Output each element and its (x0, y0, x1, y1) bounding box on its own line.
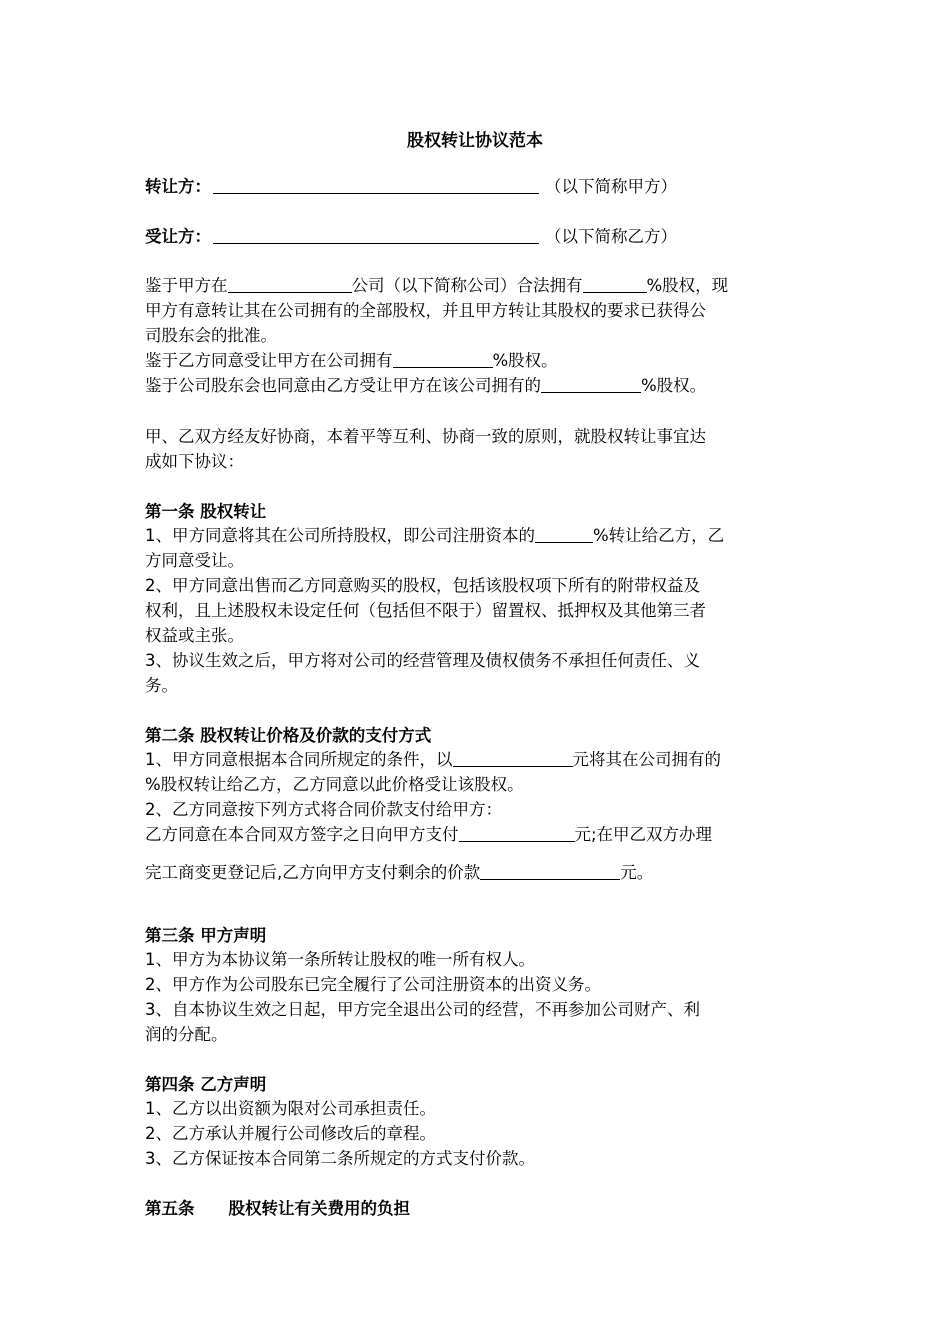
article-2-item-1 (145, 747, 721, 772)
article-2-payment-2 (145, 860, 653, 885)
article-1-item-3-cont: 务。 (145, 676, 178, 695)
article-5-heading: 股权转让有关费用的负担 (228, 1199, 410, 1218)
article-3-item-3: 3、自本协议生效之日起，甲方完全退出公司的经营，不再参加公司财产、利 (145, 1000, 700, 1019)
percent-blank[interactable] (535, 524, 593, 543)
recital-text: %股权，现 (646, 276, 729, 295)
article-1-item-2-cont: 权利，且上述股权未设定任何（包括但不限于）留置权、抵押权及其他第三者 (145, 601, 706, 620)
recital-3 (145, 373, 706, 398)
transferee-line (145, 224, 677, 249)
transferee-suffix: （以下简称乙方） (545, 227, 677, 246)
article-2-payment-1 (145, 822, 712, 847)
article-5-number: 第五条 (145, 1199, 195, 1218)
recital-1-line-2: 甲方有意转让其在公司拥有的全部股权，并且甲方转让其股权的要求已获得公 (145, 301, 706, 320)
article-1-title: 第一条 股权转让 (145, 502, 267, 521)
share-percent-blank[interactable] (583, 274, 647, 293)
transferor-blank[interactable] (213, 175, 539, 194)
clause-text: 1、甲方同意将其在公司所持股权，即公司注册资本的 (145, 526, 535, 545)
recital-text: 鉴于公司股东会也同意由乙方受让甲方在该公司拥有的 (145, 376, 541, 395)
clause-text: 元。 (620, 863, 654, 882)
transferee-blank[interactable] (213, 225, 539, 244)
clause-text: 完工商变更登记后,乙方向甲方支付剩余的价款 (145, 863, 481, 882)
company-name-blank[interactable] (228, 274, 352, 293)
intro-line-2: 成如下协议： (145, 452, 244, 471)
article-1-item-1-cont: 方同意受让。 (145, 551, 244, 570)
article-1-item-2-cont2: 权益或主张。 (145, 626, 244, 645)
recital-text: 鉴于甲方在 (145, 276, 228, 295)
recital-1-line-1 (145, 273, 728, 298)
recital-text: %股权。 (492, 351, 558, 370)
transferor-label: 转让方： (145, 177, 211, 196)
transferor-suffix: （以下简称甲方） (545, 177, 677, 196)
article-4-title: 第四条 乙方声明 (145, 1075, 267, 1094)
recital-text: 公司（以下简称公司）合法拥有 (351, 276, 583, 295)
recital-1-line-3: 司股东会的批准。 (145, 326, 277, 345)
article-3-item-2: 2、甲方作为公司股东已完全履行了公司注册资本的出资义务。 (145, 975, 601, 994)
clause-text: 元;在甲乙双方办理 (574, 825, 713, 844)
recital-2 (145, 348, 558, 373)
clause-text: %转让给乙方，乙 (593, 526, 725, 545)
recital-text: 鉴于乙方同意受让甲方在公司拥有 (145, 351, 393, 370)
remaining-payment-blank[interactable] (480, 861, 620, 880)
article-1-item-3: 3、协议生效之后，甲方将对公司的经营管理及债权债务不承担任何责任、义 (145, 651, 700, 670)
percent-blank[interactable] (393, 349, 493, 368)
article-3-item-1: 1、甲方为本协议第一条所转让股权的唯一所有权人。 (145, 950, 535, 969)
recital-text: %股权。 (641, 376, 707, 395)
percent-blank[interactable] (541, 374, 641, 393)
article-2-item-2: 2、乙方同意按下列方式将合同价款支付给甲方： (145, 800, 502, 819)
clause-text: 元将其在公司拥有的 (572, 750, 721, 769)
article-4-item-3: 3、乙方保证按本合同第二条所规定的方式支付价款。 (145, 1149, 535, 1168)
article-1-item-1 (145, 523, 724, 548)
clause-text: 乙方同意在本合同双方签字之日向甲方支付 (145, 825, 459, 844)
article-1-item-2: 2、甲方同意出售而乙方同意购买的股权，包括该股权项下所有的附带权益及 (145, 576, 700, 595)
clause-text: 1、甲方同意根据本合同所规定的条件，以 (145, 750, 453, 769)
transferee-label: 受让方： (145, 227, 211, 246)
article-4-item-2: 2、乙方承认并履行公司修改后的章程。 (145, 1124, 436, 1143)
article-5-title (145, 1196, 410, 1221)
intro-line-1: 甲、乙双方经友好协商，本着平等互利、协商一致的原则，就股权转让事宜达 (145, 427, 706, 446)
article-4-item-1: 1、乙方以出资额为限对公司承担责任。 (145, 1099, 436, 1118)
article-3-item-3-cont: 润的分配。 (145, 1025, 228, 1044)
article-2-title: 第二条 股权转让价格及价款的支付方式 (145, 726, 432, 745)
first-payment-blank[interactable] (459, 823, 575, 842)
document-title: 股权转让协议范本 (407, 131, 543, 151)
article-3-title: 第三条 甲方声明 (145, 926, 267, 945)
price-blank[interactable] (453, 748, 573, 767)
article-2-item-1-cont: %股权转让给乙方，乙方同意以此价格受让该股权。 (145, 775, 524, 794)
transferor-line (145, 174, 677, 199)
